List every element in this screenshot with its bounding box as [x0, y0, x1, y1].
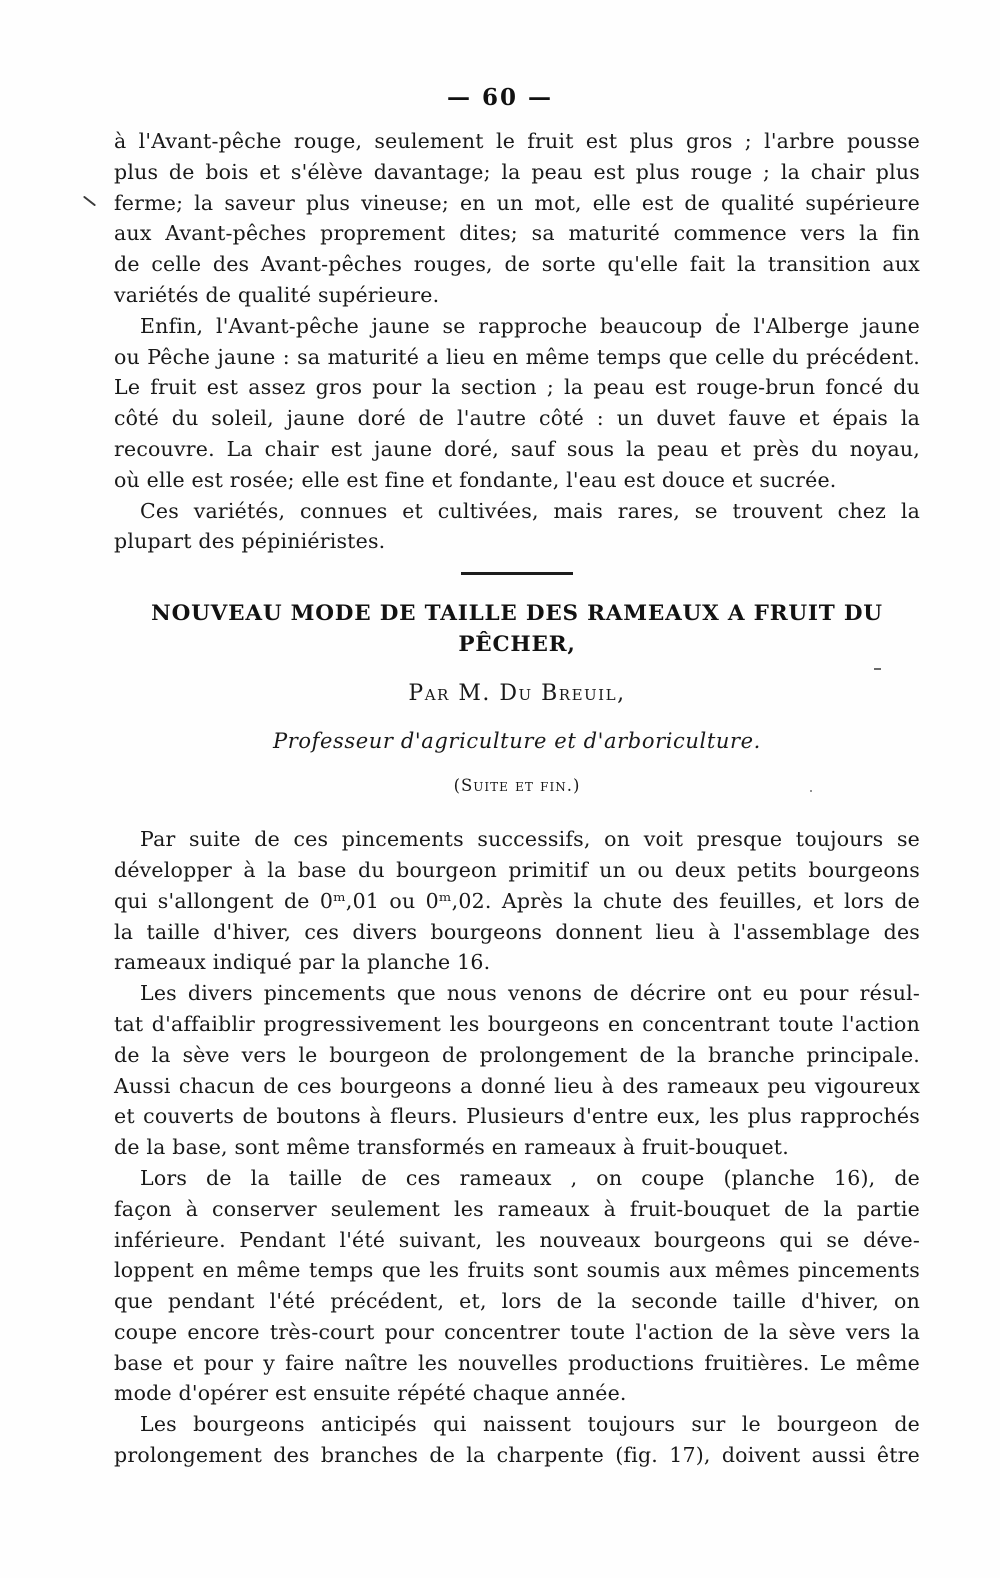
- text-line: où elle est rosée; elle est fine et fondante, l'eau est douce et sucrée.: [114, 467, 837, 492]
- paragraph: [114, 824, 920, 978]
- text-line: plus de bois et s'élève davantage; la peau est plus rouge ; la chair plus: [114, 159, 920, 184]
- paragraph: [114, 978, 920, 1163]
- text-line: base et pour y faire naître les nouvelles productions fruitières. Le même: [114, 1350, 920, 1375]
- text-line: tat d'affaiblir progressivement les bourgeons en concentrant toute l'action: [114, 1011, 920, 1036]
- paragraph: [114, 496, 920, 558]
- paragraph: [114, 311, 920, 496]
- text-line: façon à conserver seulement les rameaux à fruit-bouquet de la partie: [114, 1196, 920, 1221]
- section-subtitle: (Suite et fin.): [453, 776, 581, 796]
- text-line: Les divers pincements que nous venons de décrire ont eu pour résul-: [140, 981, 920, 1006]
- section-affiliation: Professeur d'agriculture et d'arboriculture.: [273, 728, 761, 753]
- text-line: ou Pêche jaune : sa maturité a lieu en même temps que celle du précédent.: [114, 344, 920, 369]
- section-divider-rule: [461, 572, 573, 575]
- text-line: la taille d'hiver, ces divers bourgeons donnent lieu à l'assemblage des: [114, 919, 920, 944]
- text-line: mode d'opérer est ensuite répété chaque année.: [114, 1381, 627, 1406]
- page-number: — 60 —: [446, 84, 554, 111]
- text-line: prolongement des branches de la charpente (fig. 17), doivent aussi être: [114, 1443, 920, 1468]
- text-line: Aussi chacun de ces bourgeons a donné lieu à des rameaux peu vigoureux: [114, 1073, 920, 1098]
- text-line: qui s'allongent de 0ᵐ,01 ou 0ᵐ,02. Après la chute des feuilles, et lors de: [114, 888, 920, 913]
- text-line: rameaux indiqué par la planche 16.: [114, 950, 491, 975]
- text-line: recouvre. La chair est jaune doré, sauf sous la peau et près du noyau,: [114, 436, 920, 461]
- paragraph: [114, 126, 920, 311]
- text-column: [114, 126, 920, 1471]
- text-line: aux Avant-pêches proprement dites; sa maturité commence vers la fin: [114, 221, 920, 246]
- section-title: NOUVEAU MODE DE TAILLE DES RAMEAUX A FRUIT DU PÊCHER,: [151, 601, 883, 657]
- text-line: Par suite de ces pincements successifs, on voit presque toujours se: [140, 827, 920, 852]
- text-line: Enfin, l'Avant-pêche jaune se rapproche beaucoup de l'Alberge jaune: [140, 313, 920, 338]
- text-line: Les bourgeons anticipés qui naissent toujours sur le bourgeon de: [140, 1412, 920, 1437]
- text-line: de la base, sont même transformés en rameaux à fruit-bouquet.: [114, 1135, 789, 1160]
- text-line: variétés de qualité supérieure.: [114, 282, 440, 307]
- text-line: de la sève vers le bourgeon de prolongement de la branche principale.: [114, 1042, 920, 1067]
- text-line: développer à la base du bourgeon primitif un ou deux petits bourgeons: [114, 857, 920, 882]
- text-line: Ces variétés, connues et cultivées, mais rares, se trouvent chez la: [140, 498, 920, 523]
- intro-paragraphs: [114, 126, 920, 557]
- text-line: à l'Avant-pêche rouge, seulement le fruit est plus gros ; l'arbre pousse: [114, 129, 920, 153]
- text-line: que pendant l'été précédent, et, lors de la seconde taille d'hiver, on: [114, 1289, 920, 1314]
- text-line: et couverts de boutons à fleurs. Plusieurs d'entre eux, les plus rapprochés: [114, 1104, 920, 1129]
- text-line: Le fruit est assez gros pour la section ; la peau est rouge-brun foncé du: [114, 375, 920, 400]
- text-line: inférieure. Pendant l'été suivant, les nouveaux bourgeons qui se déve-: [114, 1227, 920, 1252]
- text-line: coupe encore très-court pour concentrer toute l'action de la sève vers la: [114, 1319, 920, 1344]
- text-line: Lors de la taille de ces rameaux , on coupe (planche 16), de: [140, 1165, 920, 1190]
- section-byline: Par M. Du Breuil,: [408, 680, 626, 706]
- text-line: plupart des pépiniéristes.: [114, 529, 386, 554]
- article-paragraphs: [114, 824, 920, 1471]
- text-line: côté du soleil, jaune doré de l'autre côté : un duvet fauve et épais la: [114, 406, 920, 431]
- margin-ink-mark: [83, 196, 96, 207]
- paragraph: [114, 1409, 920, 1471]
- text-line: de celle des Avant-pêches rouges, de sorte qu'elle fait la transition aux: [114, 252, 920, 277]
- text-line: loppent en même temps que les fruits sont soumis aux mêmes pincements: [114, 1258, 920, 1283]
- paragraph: [114, 1163, 920, 1409]
- text-line: ferme; la saveur plus vineuse; en un mot, elle est de qualité supérieure: [114, 190, 920, 215]
